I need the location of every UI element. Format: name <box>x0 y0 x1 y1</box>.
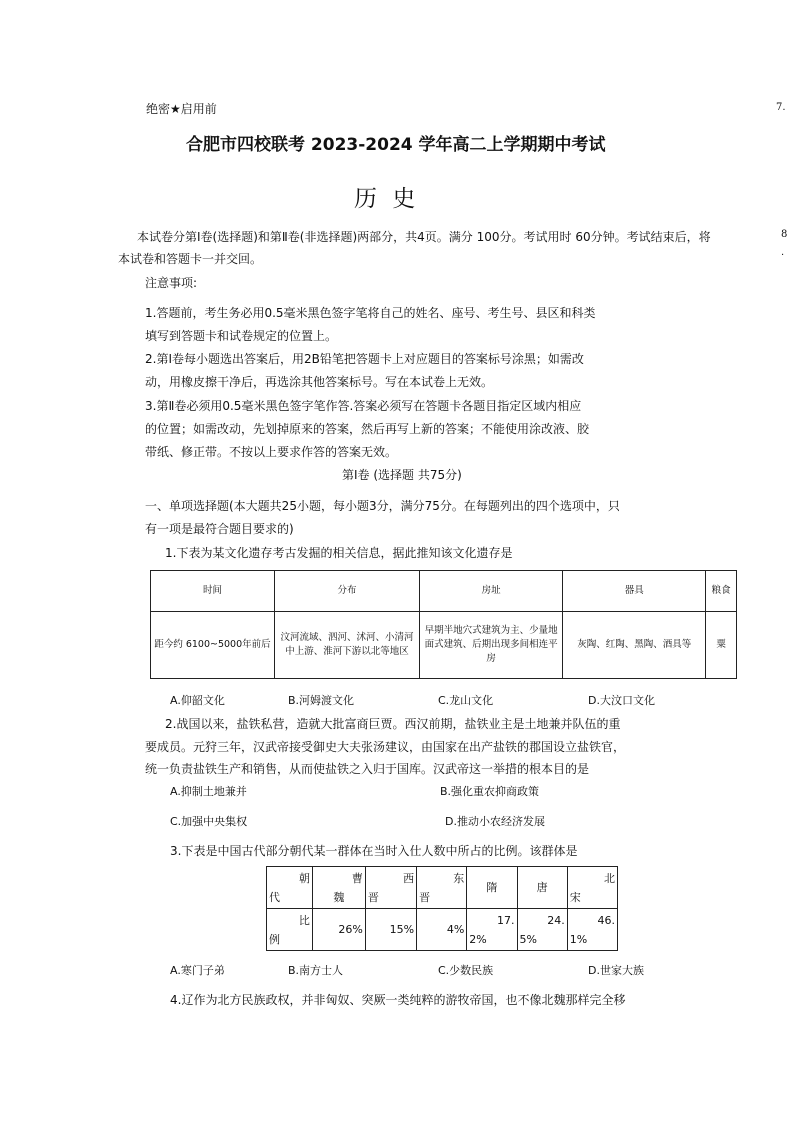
table-cell: 早期半地穴式建筑为主、少量地面式建筑、后期出现多间相连平房 <box>420 612 563 679</box>
q3-option-a: A.寒门子弟 <box>170 964 225 977</box>
table-header-cell <box>312 867 365 909</box>
table-header-cell <box>267 867 313 909</box>
cell-line: 24. <box>547 913 565 927</box>
cell-line: 隋 <box>486 881 498 894</box>
cell-line: 宋 <box>569 890 581 904</box>
q3-stem: 3.下表是中国古代部分朝代某一群体在当时入仕人数中所占的比例。该群体是 <box>170 844 578 858</box>
q3-option-d: D.世家大族 <box>588 964 644 977</box>
margin-mark-top: 7. <box>776 102 786 113</box>
notes-heading: 注意事项: <box>145 276 198 290</box>
cell-line: 5% <box>519 932 537 946</box>
q1-table <box>150 570 737 679</box>
q3-table <box>266 866 618 951</box>
table-cell <box>267 909 313 951</box>
table-header-cell <box>365 867 416 909</box>
q2-option-a: A.抑制土地兼并 <box>170 785 247 798</box>
table-header-cell <box>467 867 517 909</box>
q1-stem: 1.下表为某文化遗存考古发掘的相关信息，据此推知该文化遗存是 <box>165 546 513 560</box>
cell-line: 46. <box>597 913 615 927</box>
cell-line: 比 <box>298 913 310 927</box>
q2-stem: 要成员。元狩三年，汉武帝接受御史大夫张汤建议，由国家在出产盐铁的郡国设立盐铁官， <box>145 740 626 754</box>
margin-mark-mid: 8 <box>781 229 788 240</box>
table-header-cell: 器具 <box>563 571 706 612</box>
q1-option-b: B.河姆渡文化 <box>288 694 355 707</box>
notes-line: 填写到答题卡和试卷规定的位置上。 <box>145 329 338 343</box>
table-row <box>267 909 618 951</box>
cell-line: 17. <box>497 913 515 927</box>
q1-option-a: A.仰韶文化 <box>170 694 225 707</box>
notes-line: 1.答题前，考生务必用0.5毫米黑色签字笔将自己的姓名、座号、考生号、县区和科类 <box>145 306 596 320</box>
table-header-cell: 时间 <box>151 571 275 612</box>
cell-line: 2% <box>469 932 487 946</box>
table-header-cell: 分布 <box>274 571 419 612</box>
q2-stem: 2.战国以来，盐铁私营，造就大批富商巨贾。西汉前期，盐铁业主是土地兼并队伍的重 <box>165 717 621 731</box>
table-cell: 26% <box>312 909 365 951</box>
cell-line: 朝 <box>298 871 310 885</box>
subject-title: 历 史 <box>354 186 420 212</box>
notes-line: 2.第Ⅰ卷每小题选出答案后，用2B铅笔把答题卡上对应题目的答案标号涂黑；如需改 <box>145 352 584 366</box>
table-cell: 15% <box>365 909 416 951</box>
cell-line: 唐 <box>536 881 548 894</box>
table-cell <box>567 909 617 951</box>
part1-instruction: 有一项是最符合题目要求的) <box>145 522 294 536</box>
intro-line-2: 本试卷和答题卡一并交回。 <box>118 252 263 266</box>
table-cell: 灰陶、红陶、黑陶、酒具等 <box>563 612 706 679</box>
cell-line: 代 <box>269 890 280 904</box>
q2-stem: 统一负责盐铁生产和销售，从而使盐铁之入归于国库。汉武帝这一举措的根本目的是 <box>145 762 590 776</box>
exam-title: 合肥市四校联考 2023-2024 学年高二上学期期中考试 <box>186 135 606 155</box>
table-header-cell <box>417 867 467 909</box>
table-header-cell <box>567 867 617 909</box>
q4-stem: 4.辽作为北方民族政权，并非匈奴、突厥一类纯粹的游牧帝国，也不像北魏那样完全移 <box>170 993 626 1007</box>
part1-heading: 第Ⅰ卷 (选择题 共75分) <box>342 468 462 482</box>
table-cell: 距今约 6100~5000年前后 <box>151 612 275 679</box>
q1-option-d: D.大汶口文化 <box>588 694 655 707</box>
table-header-cell: 房址 <box>420 571 563 612</box>
table-header-cell <box>517 867 567 909</box>
q3-option-b: B.南方士人 <box>288 964 344 977</box>
cell-line: 曹 <box>351 871 363 885</box>
table-cell: 4% <box>417 909 467 951</box>
table-cell: 汶河流域、泗河、沭河、小清河中上游、淮河下游以北等地区 <box>274 612 419 679</box>
table-cell: 粟 <box>706 612 737 679</box>
cell-line: 东 <box>453 871 465 885</box>
cell-line: 北 <box>604 871 615 885</box>
cell-line: 魏 <box>333 890 345 904</box>
intro-line-1: 本试卷分第Ⅰ卷(选择题)和第Ⅱ卷(非选择题)两部分，共4页。满分 100分。考试用时 60分钟。考试结束后，将 <box>137 230 711 244</box>
q3-option-c: C.少数民族 <box>438 964 494 977</box>
table-cell <box>467 909 517 951</box>
margin-mark-dot: · <box>781 250 785 261</box>
notes-line: 的位置；如需改动，先划掉原来的答案，然后再写上新的答案；不能使用涂改液、胶 <box>145 422 590 436</box>
table-header-row <box>151 571 737 612</box>
cell-line: 1% <box>569 932 588 946</box>
notes-line: 动，用橡皮擦干净后，再选涂其他答案标号。写在本试卷上无效。 <box>145 375 494 389</box>
table-cell <box>517 909 567 951</box>
table-header-cell: 粮食 <box>706 571 737 612</box>
confidential-label: 绝密★启用前 <box>146 102 217 116</box>
q1-option-c: C.龙山文化 <box>438 694 494 707</box>
cell-line: 西 <box>403 871 415 885</box>
table-row <box>151 612 737 679</box>
q2-option-b: B.强化重农抑商政策 <box>440 785 540 798</box>
cell-line: 晋 <box>367 890 379 904</box>
notes-line: 3.第Ⅱ卷必须用0.5毫米黑色签字笔作答.答案必须写在答题卡各题目指定区域内相应 <box>145 399 582 413</box>
q2-option-d: D.推动小农经济发展 <box>445 815 545 828</box>
q2-option-c: C.加强中央集权 <box>170 815 248 828</box>
cell-line: 例 <box>269 932 280 946</box>
table-header-row <box>267 867 618 909</box>
part1-instruction: 一、单项选择题(本大题共25小题，每小题3分，满分75分。在每题列出的四个选项中，只 <box>145 499 620 513</box>
notes-line: 带纸、修正带。不按以上要求作答的答案无效。 <box>145 445 398 459</box>
cell-line: 晋 <box>419 890 431 904</box>
